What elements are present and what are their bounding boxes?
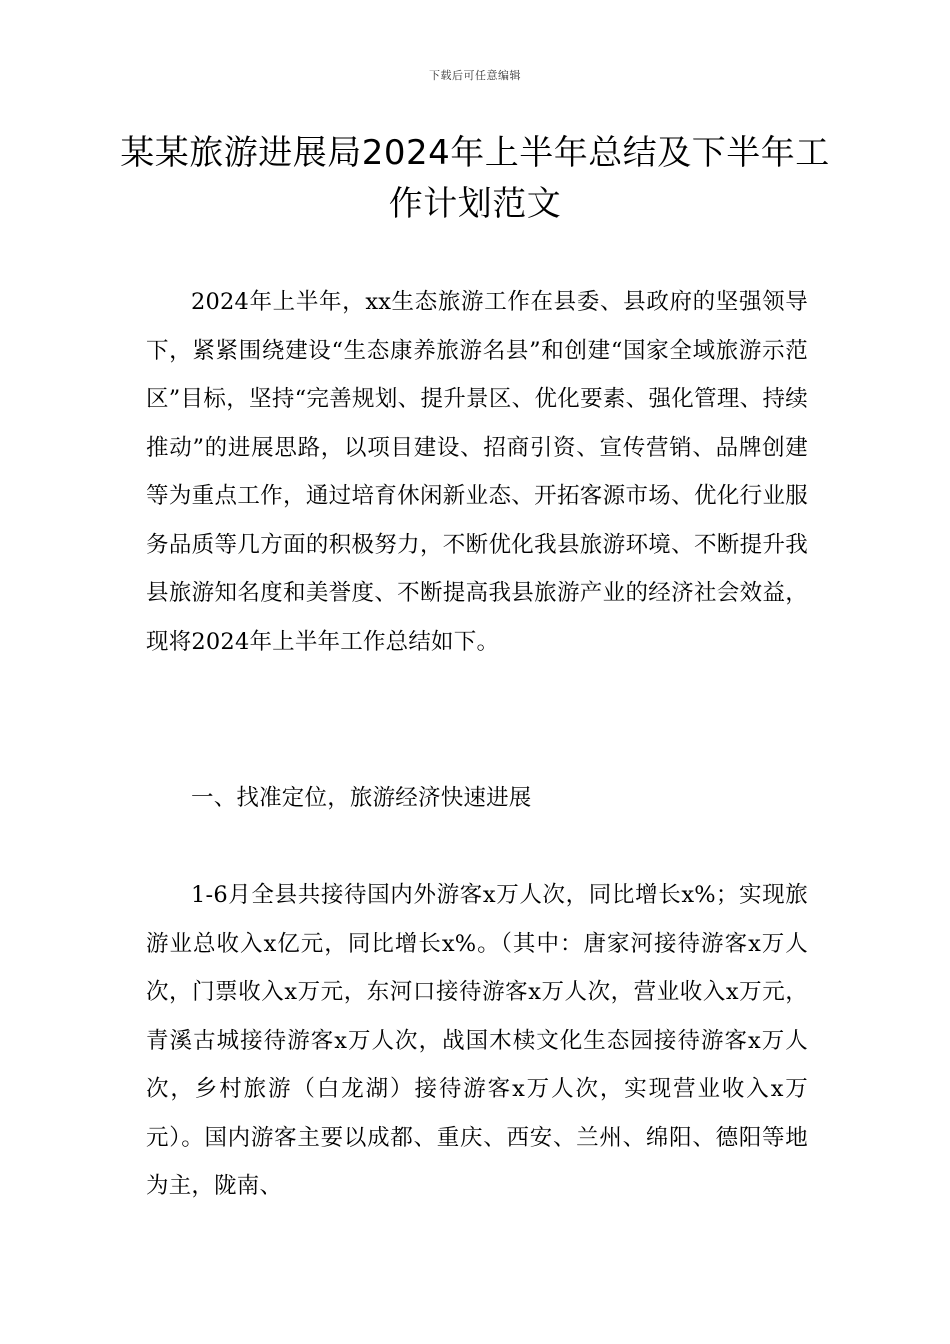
intro-paragraph: 2024年上半年，xx生态旅游工作在县委、县政府的坚强领导下，紧紧围绕建设“生态康养旅游名县”和创建“国家全域旅游示范区”目标，坚持“完善规划、提升景区、优化要素、强化管理、持续推动”的进展思路，以项目建设、招商引资、宣传营销、品牌创建等为重点工作，通过培育休闲新业态、开拓客源市场、优化行业服务品质等几方面的积极努力，不断优化我县旅游环境、不断提升我县旅游知名度和美誉度、不断提高我县旅游产业的经济社会效益，现将2024年上半年工作总结如下。 [146, 289, 808, 655]
document-title: 某某旅游进展局2024年上半年总结及下半年工作计划范文 [120, 133, 830, 224]
section-heading: 一、找准定位，旅游经济快速进展 [191, 785, 532, 811]
header-note: 下载后可任意编辑 [429, 69, 521, 82]
section-body-paragraph: 1-6月全县共接待国内外游客x万人次，同比增长x%；实现旅游业总收入x亿元，同比增长x%。（其中：唐家河接待游客x万人次，门票收入x万元，东河口接待游客x万人次，营业收入x万元，青溪古城接待游客x万人次，战国木椟文化生态园接待游客x万人次，乡村旅游（白龙湖）接待游客x万人次，实现营业收入x万元）。国内游客主要以成都、重庆、西安、兰州、绵阳、德阳等地为主，陇南、 [146, 882, 808, 1199]
